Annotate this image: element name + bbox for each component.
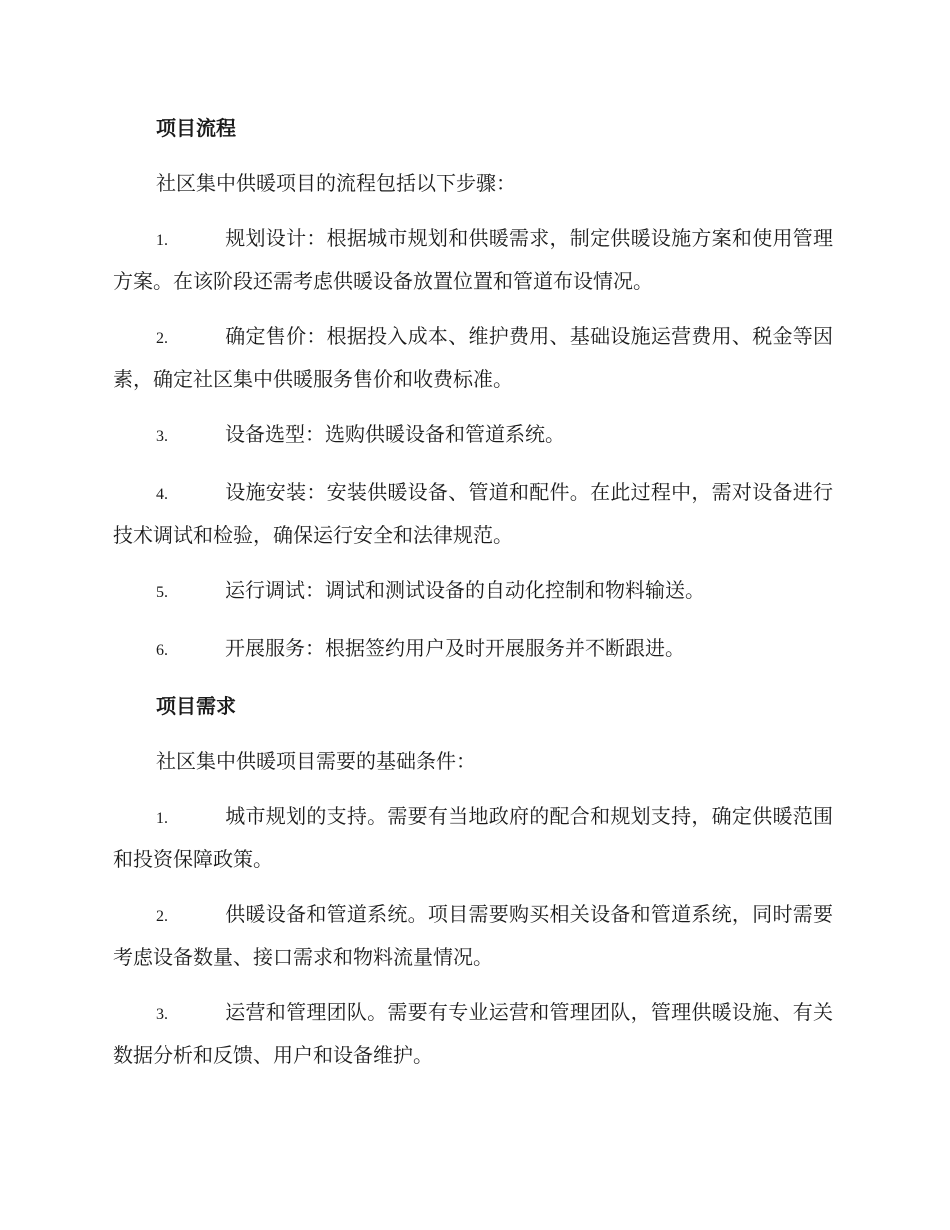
list-item-text: 设备选型：选购供暖设备和管道系统。 (225, 422, 565, 446)
list-item-number: 5. (156, 584, 168, 601)
list-item (113, 218, 833, 301)
list-item-text: 开展服务：根据签约用户及时开展服务并不断跟进。 (225, 636, 685, 660)
list-item-number: 3. (156, 428, 168, 445)
list-item-number: 1. (156, 232, 168, 249)
list-item-text: 确定售价：根据投入成本、维护费用、基础设施运营费用、税金等因素，确定社区集中供暖服务售价和收费标准。 (113, 324, 833, 391)
section-heading-requirements: 项目需求 (156, 694, 236, 718)
list-item-number: 1. (156, 810, 168, 827)
list-item (113, 628, 833, 671)
list-item (113, 992, 833, 1075)
list-item-number: 4. (156, 486, 168, 503)
list-item-text: 设施安装：安装供暖设备、管道和配件。在此过程中，需对设备进行技术调试和检验，确保运行安全和法律规范。 (113, 480, 833, 547)
list-item-text: 运行调试：调试和测试设备的自动化控制和物料输送。 (225, 578, 705, 602)
list-item-number: 2. (156, 908, 168, 925)
document-body (113, 108, 833, 1090)
list-item-text: 供暖设备和管道系统。项目需要购买相关设备和管道系统，同时需要考虑设备数量、接口需求和物料流量情况。 (113, 902, 833, 969)
list-item (113, 472, 833, 555)
list-item-number: 2. (156, 330, 168, 347)
section-intro-requirements: 社区集中供暖项目需要的基础条件： (156, 749, 476, 773)
list-item (113, 414, 833, 457)
list-item-text: 城市规划的支持。需要有当地政府的配合和规划支持，确定供暖范围和投资保障政策。 (113, 804, 833, 871)
list-item (113, 570, 833, 613)
list-item-number: 3. (156, 1006, 168, 1023)
list-item-number: 6. (156, 642, 168, 659)
list-item-text: 运营和管理团队。需要有专业运营和管理团队，管理供暖设施、有关数据分析和反馈、用户和设备维护。 (113, 1000, 833, 1067)
list-item (113, 796, 833, 879)
section-heading-process: 项目流程 (156, 116, 236, 140)
section-intro-process: 社区集中供暖项目的流程包括以下步骤： (156, 171, 516, 195)
list-item-text: 规划设计：根据城市规划和供暖需求，制定供暖设施方案和使用管理方案。在该阶段还需考虑供暖设备放置位置和管道布设情况。 (113, 226, 833, 293)
list-item (113, 316, 833, 399)
list-item (113, 894, 833, 977)
